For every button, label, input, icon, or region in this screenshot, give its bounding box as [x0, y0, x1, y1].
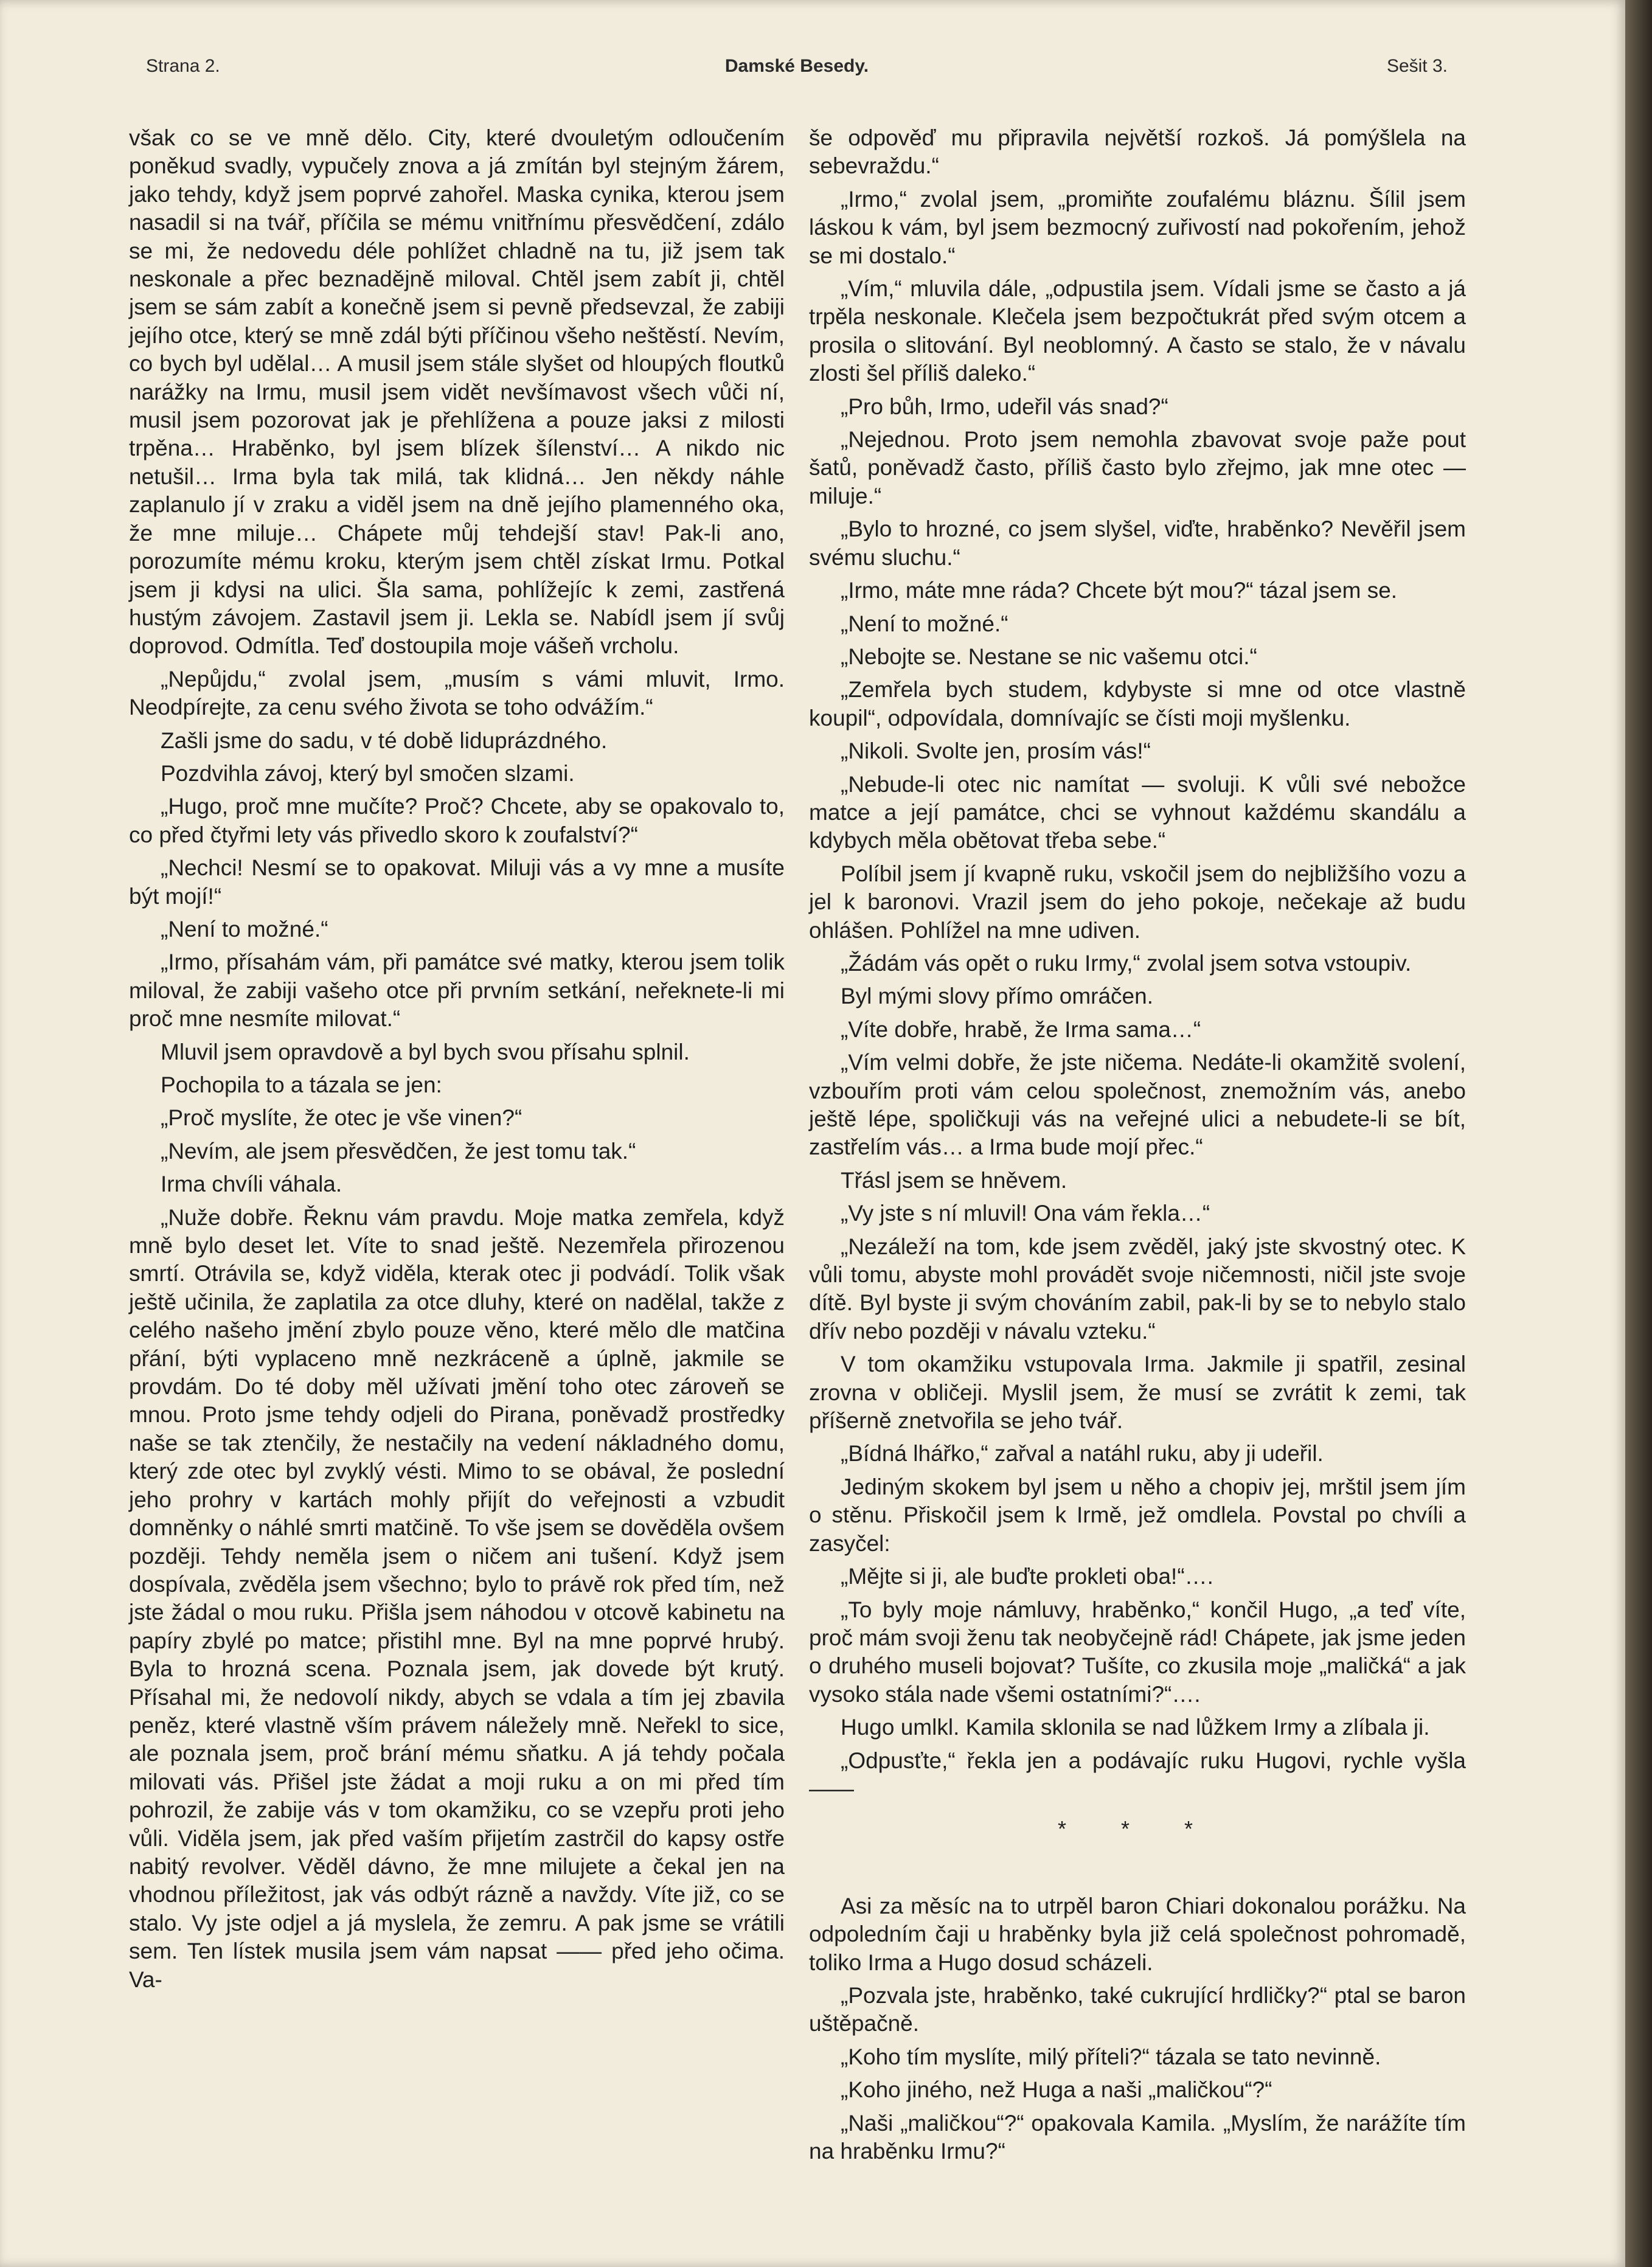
- paragraph: „Není to možné.“: [161, 916, 328, 942]
- issue-number: Sešit 3.: [1386, 56, 1448, 76]
- paragraph: „Bídná lhářko,“ zařval a natáhl ruku, aby ji udeřil.: [841, 1441, 1324, 1467]
- paragraph: „Není to možné.“: [841, 611, 1008, 636]
- paragraph: „Irmo,“ zvolal jsem, „promiňte zoufalému bláznu. Šílil jsem láskou k vám, byl jsem bezmocný zuřivostí nad pokořením, jehož se mi dostalo.“: [809, 186, 1466, 268]
- paragraph: „Naši „maličkou“?“ opakovala Kamila. „Myslím, že narážíte tím na hraběnku Irmu?“: [809, 2110, 1466, 2164]
- paragraph: „Irmo, přísahám vám, při památce své matky, kterou jsem tolik miloval, že zabiji vašeho otce při prvním setkání, neřeknete-li mi proč mne nesmíte milovat.“: [129, 950, 785, 1032]
- paragraph: „Proč myslíte, že otec je vše vinen?“: [161, 1105, 522, 1131]
- paragraph: „Vím velmi dobře, že jste ničema. Nedáte-li okamžitě svolení, vzbouřím proti vám celou společnost, znemožním vás, anebo ještě lépe, spoličkuji vás na veřejné ulici a nebudete-li se bít, zastřelím vás… a Irma bude mojí přec.“: [809, 1050, 1466, 1160]
- paragraph: Třásl jsem se hněvem.: [841, 1167, 1067, 1193]
- paragraph: „Vím,“ mluvila dále, „odpustila jsem. Vídali jsme se často a já trpěla neskonale. Klečela jsem bezpočtukrát před svým otcem a prosila o slitování. Byl neoblomný. A často se stalo, že v návalu zlosti šel příliš daleko.“: [809, 276, 1466, 386]
- paragraph: V tom okamžiku vstupovala Irma. Jakmile ji spatřil, zesinal zrovna v obličeji. Myslil jsem, že musí se zvrátit k zemi, tak příšerně znetvořila se jeho tvář.: [809, 1352, 1466, 1434]
- paragraph: „Pozvala jste, hraběnko, také cukrující hrdličky?“ ptal se baron uštěpačně.: [809, 1982, 1466, 2036]
- paragraph: Asi za měsíc na to utrpěl baron Chiari dokonalou porážku. Na odpoledním čaji u hraběnky byla již celá společnost pohromadě, toliko Irma a Hugo dosud scházeli.: [809, 1893, 1466, 1975]
- paragraph: „Pro bůh, Irmo, udeřil vás snad?“: [841, 394, 1168, 419]
- paragraph: Byl mými slovy přímo omráčen.: [841, 984, 1153, 1009]
- paragraph: Irma chvíli váhala.: [161, 1172, 342, 1197]
- paragraph: „Hugo, proč mne mučíte? Proč? Chcete, aby se opakovalo to, co před čtyřmi lety vás přivedlo skoro k zoufalství?“: [129, 794, 785, 847]
- paragraph: Pochopila to a tázala se jen:: [161, 1072, 442, 1097]
- paragraph: „Irmo, máte mne ráda? Chcete být mou?“ tázal jsem se.: [841, 578, 1398, 603]
- paragraph: še odpověď mu připravila největší rozkoš. Já pomýšlela na sebevraždu.“: [809, 125, 1466, 179]
- paragraph: „Odpusťte,“ řekla jen a podávajíc ruku Hugovi, rychle vyšla ——: [809, 1748, 1466, 1801]
- paragraph: však co se ve mně dělo. City, které dvouletým odloučením poněkud svadly, vypučely znova a já zmítán byl stejným žárem, jako tehdy, když jsem poprvé zahořel. Maska cynika, kterou jsem nasadil si na tvář, příčila se mému vnitřnímu přesvědčení, zdálo se mi, že nedovedu déle pohlížet chladně na tu, již jsem tak neskonale a přec beznadějně miloval. Chtěl jsem zabít ji, chtěl jsem se sám zabít a konečně jsem si pevně předsevzal, že zabiji jejího otce, který se mně zdál býti příčinou všeho neštěstí. Nevím, co bych byl udělal… A musil jsem stále slyšet od hloupých floutků narážky na Irmu, musil jsem vidět nevšímavost všech vůči ní, musil jsem pozorovat jak je přehlížena a pouze jaksi z milosti trpěna… Hraběnko, byl jsem blízek šílenství… A nikdo nic netušil… Irma byla tak milá, tak klidná… Jen někdy náhle zaplanulo jí v zraku a viděl jsem na dně jejího plamenného oka, že mne miluje… Chápete můj tehdejší stav! Pak-li ano, porozumíte mému kroku, kterým jsem chtěl získat Irmu. Potkal jsem ji kdysi na ulici. Šla sama, pohlížejíc k zemi, zastřená hustým závojem. Zastavil jsem ji. Lekla se. Nabídl jsem jí svůj doprovod. Odmítla. Teď dostoupila moje vášeň vrcholu.: [129, 125, 785, 659]
- left-column: [129, 124, 785, 1999]
- paragraph: „Koho tím myslíte, milý příteli?“ tázala se tato nevinně.: [841, 2044, 1381, 2069]
- paragraph: Jediným skokem byl jsem u něho a chopiv jej, mrštil jsem jím o stěnu. Přiskočil jsem k Irmě, jež omdlela. Povstal po chvíli a zasyčel:: [809, 1474, 1466, 1556]
- paragraph: „Nebojte se. Nestane se nic vašemu otci.“: [841, 644, 1257, 669]
- paragraph: „Víte dobře, hrabě, že Irma sama…“: [841, 1016, 1201, 1042]
- page-number: Strana 2.: [146, 56, 220, 76]
- paragraph: „Vy jste s ní mluvil! Ona vám řekla…“: [841, 1201, 1210, 1226]
- paragraph: „Nezáleží na tom, kde jsem zvěděl, jaký jste skvostný otec. K vůli tomu, abyste mohl provádět svoje ničemnosti, ničil jste svoje dítě. Byl byste ji svým chováním zabil, pak-li by se to nebylo stalo dřív nebo později v návalu vzteku.“: [809, 1234, 1466, 1344]
- paragraph: „Nevím, ale jsem přesvědčen, že jest tomu tak.“: [161, 1138, 636, 1164]
- paragraph: „To byly moje námluvy, hraběnko,“ končil Hugo, „a teď víte, proč mám svoji ženu tak neobyčejně rád! Chápete, jak jsme jeden o druhého museli bojovat? Tušíte, co zkusila moje „maličká“ a jak vysoko stála nade všemi ostatními?“….: [809, 1597, 1466, 1707]
- paragraph: „Nebude-li otec nic namítat — svoluji. K vůli své nebožce matce a její památce, chci se vyhnout každému skandálu a kdybych měla obětovat třeba sebe.“: [809, 771, 1466, 853]
- right-column: [809, 124, 1466, 2170]
- magazine-title: Damské Besedy.: [724, 56, 869, 76]
- paragraph: Hugo umlkl. Kamila sklonila se nad lůžkem Irmy a zlíbala ji.: [841, 1715, 1430, 1740]
- paragraph: „Žádám vás opět o ruku Irmy,“ zvolal jsem sotva vstoupiv.: [841, 950, 1412, 976]
- paragraph: Mluvil jsem opravdově a byl bych svou přísahu splnil.: [161, 1039, 690, 1064]
- section-separator: * * *: [1057, 1816, 1218, 1842]
- paragraph: „Mějte si ji, ale buďte prokleti oba!“….: [841, 1564, 1213, 1589]
- paragraph: „Nuže dobře. Řeknu vám pravdu. Moje matka zemřela, když mně bylo deset let. Víte to snad ještě. Nezemřela přirozenou smrtí. Otrávila se, když viděla, kterak otec ji podvádí. Tolik však ještě učinila, že zaplatila za otce dluhy, které on nadělal, takže z celého našeho jmění zbylo pouze věno, které mělo dle matčina přání, býti vyplaceno mně nezkráceně a úplně, jakmile se provdám. Do té doby měl užívati jmění toho otec zároveň se mnou. Proto jsme tehdy odjeli do Pirana, poněvadž prostředky naše se tak ztenčily, že nestačily na vedení nákladného domu, který zde otec byl zvyklý vésti. Mimo to se obával, že poslední jeho prohry v kartách mohly přijít do veřejnosti a vzbudit domněnky o náhlé smrti matčině. To vše jsem se dověděla ovšem později. Tehdy neměla jsem o ničem ani tušení. Když jsem dospívala, zvěděla jsem všechno; bylo to právě rok před tím, než jste žádal o mou ruku. Přišla jsem náhodou v otcově kabinetu na papíry zbylé po matce; přistihl mne. Byl na mne poprvé hrubý. Byla to hrozná scena. Poznala jsem, jak dovede být krutý. Přísahal mi, že nedovolí nikdy, abych se vdala a tím jej zbavila peněz, které vlastně vším právem náležely mně. Neřekl to sice, ale poznala jsem, proč brání mému sňatku. A já tehdy počala milovati vás. Přišel jste žádat a moji ruku a on mi před tím pohrozil, že zabije vás v tom okamžiku, co se vzepřu proti jeho vůli. Viděla jsem, jak před vaším přijetím zastrčil do kapsy ostře nabitý revolver. Věděl dávno, že mne milujete a čekal jen na vhodnou příležitost, jak vás odbýt rázně a navždy. Víte již, co se stalo. Vy jste odjel a já myslela, že zemru. A pak jsme se vrátili sem. Ten lístek musila jsem vám napsat —— před jeho očima. Va-: [129, 1204, 785, 1992]
- page-header: [146, 56, 1448, 86]
- page-edge: [1625, 0, 1652, 2267]
- paragraph: „Bylo to hrozné, co jsem slyšel, viďte, hraběnko? Nevěřil jsem svému sluchu.“: [809, 516, 1466, 570]
- paragraph: „Nikoli. Svolte jen, prosím vás!“: [841, 738, 1151, 764]
- paragraph: „Nechci! Nesmí se to opakovat. Miluji vás a vy mne a musíte být mojí!“: [129, 855, 785, 909]
- paragraph: Pozdvihla závoj, který byl smočen slzami.: [161, 760, 575, 786]
- paragraph: „Zemřela bych studem, kdybyste si mne od otce vlastně koupil“, odpovídala, domnívajíc se čísti moji myšlenku.: [809, 677, 1466, 731]
- paragraph: Zašli jsme do sadu, v té době liduprázdného.: [161, 727, 608, 753]
- paragraph: „Nejednou. Proto jsem nemohla zbavovat svoje paže pout šatů, poněvadž často, příliš často bylo zřejmo, jak mne otec — miluje.“: [809, 427, 1466, 509]
- paragraph: „Koho jiného, než Huga a naši „maličkou“?“: [841, 2077, 1272, 2103]
- paragraph: Políbil jsem jí kvapně ruku, vskočil jsem do nejbližšího vozu a jel k baronovi. Vrazil jsem do jeho pokoje, nečekaje až budu ohlášen. Pohlížel na mne udiven.: [809, 861, 1466, 943]
- paragraph: „Nepůjdu,“ zvolal jsem, „musím s vámi mluvit, Irmo. Neodpírejte, za cenu svého života se toho odvážím.“: [129, 666, 785, 720]
